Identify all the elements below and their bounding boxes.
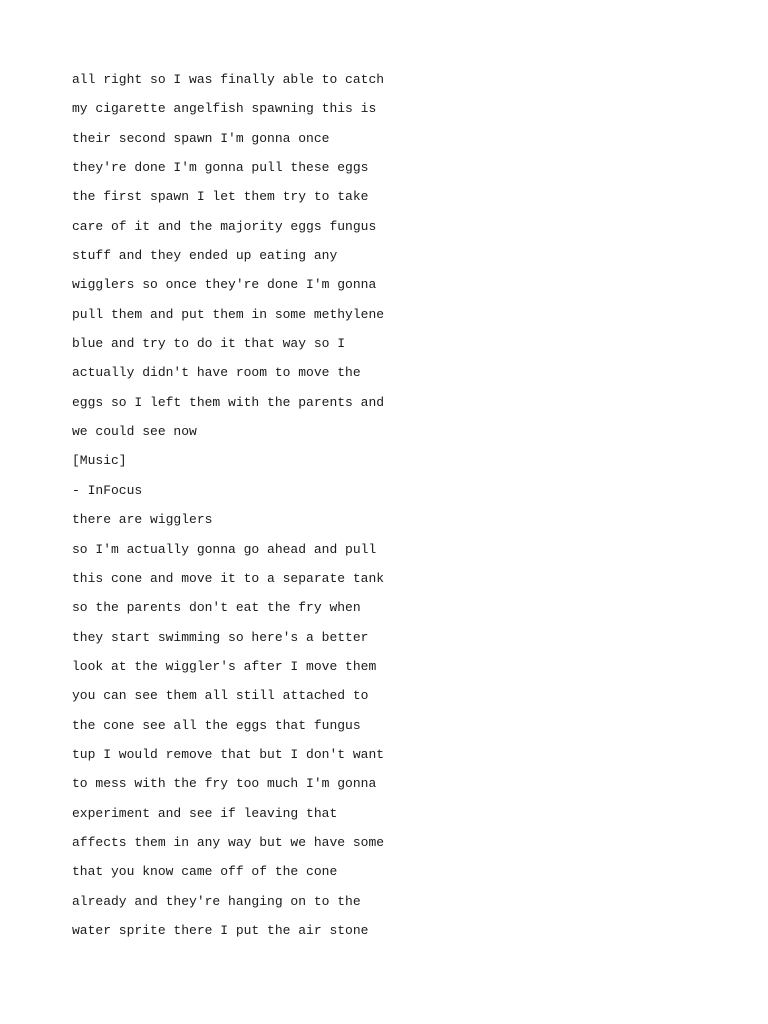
- text-line: wigglers so once they're done I'm gonna: [72, 277, 377, 293]
- text-line: they're done I'm gonna pull these eggs: [72, 160, 369, 176]
- text-line: pull them and put them in some methylene: [72, 306, 385, 322]
- text-line: eggs so I left them with the parents and: [72, 394, 385, 410]
- text-line: the cone see all the eggs that fungus: [72, 717, 361, 733]
- text-line: experiment and see if leaving that: [72, 805, 338, 821]
- text-line: stuff and they ended up eating any: [72, 248, 338, 264]
- text-line: look at the wiggler's after I move them: [72, 658, 377, 674]
- text-line: to mess with the fry too much I'm gonna: [72, 776, 377, 792]
- text-line: care of it and the majority eggs fungus: [72, 218, 377, 234]
- text-line: they start swimming so here's a better: [72, 629, 369, 645]
- text-line: this cone and move it to a separate tank: [72, 570, 385, 586]
- text-line: so I'm actually gonna go ahead and pull: [72, 541, 377, 557]
- text-line: there are wigglers: [72, 512, 213, 528]
- text-line: the first spawn I let them try to take: [72, 189, 369, 205]
- text-line: [Music]: [72, 453, 127, 469]
- transcript-text: [72, 70, 384, 950]
- text-line: so the parents don't eat the fry when: [72, 600, 361, 616]
- text-line: affects them in any way but we have some: [72, 834, 385, 850]
- text-line: we could see now: [72, 424, 197, 440]
- text-line: their second spawn I'm gonna once: [72, 130, 330, 146]
- text-line: tup I would remove that but I don't want: [72, 746, 385, 762]
- text-line: water sprite there I put the air stone: [72, 922, 369, 938]
- text-line: - InFocus: [72, 482, 143, 498]
- text-line: my cigarette angelfish spawning this is: [72, 101, 377, 117]
- text-line: all right so I was finally able to catch: [72, 72, 385, 87]
- text-line: already and they're hanging on to the: [72, 893, 361, 909]
- text-line: blue and try to do it that way so I: [72, 336, 346, 352]
- text-line: you can see them all still attached to: [72, 688, 369, 704]
- text-line: actually didn't have room to move the: [72, 365, 361, 381]
- text-line: that you know came off of the cone: [72, 864, 338, 880]
